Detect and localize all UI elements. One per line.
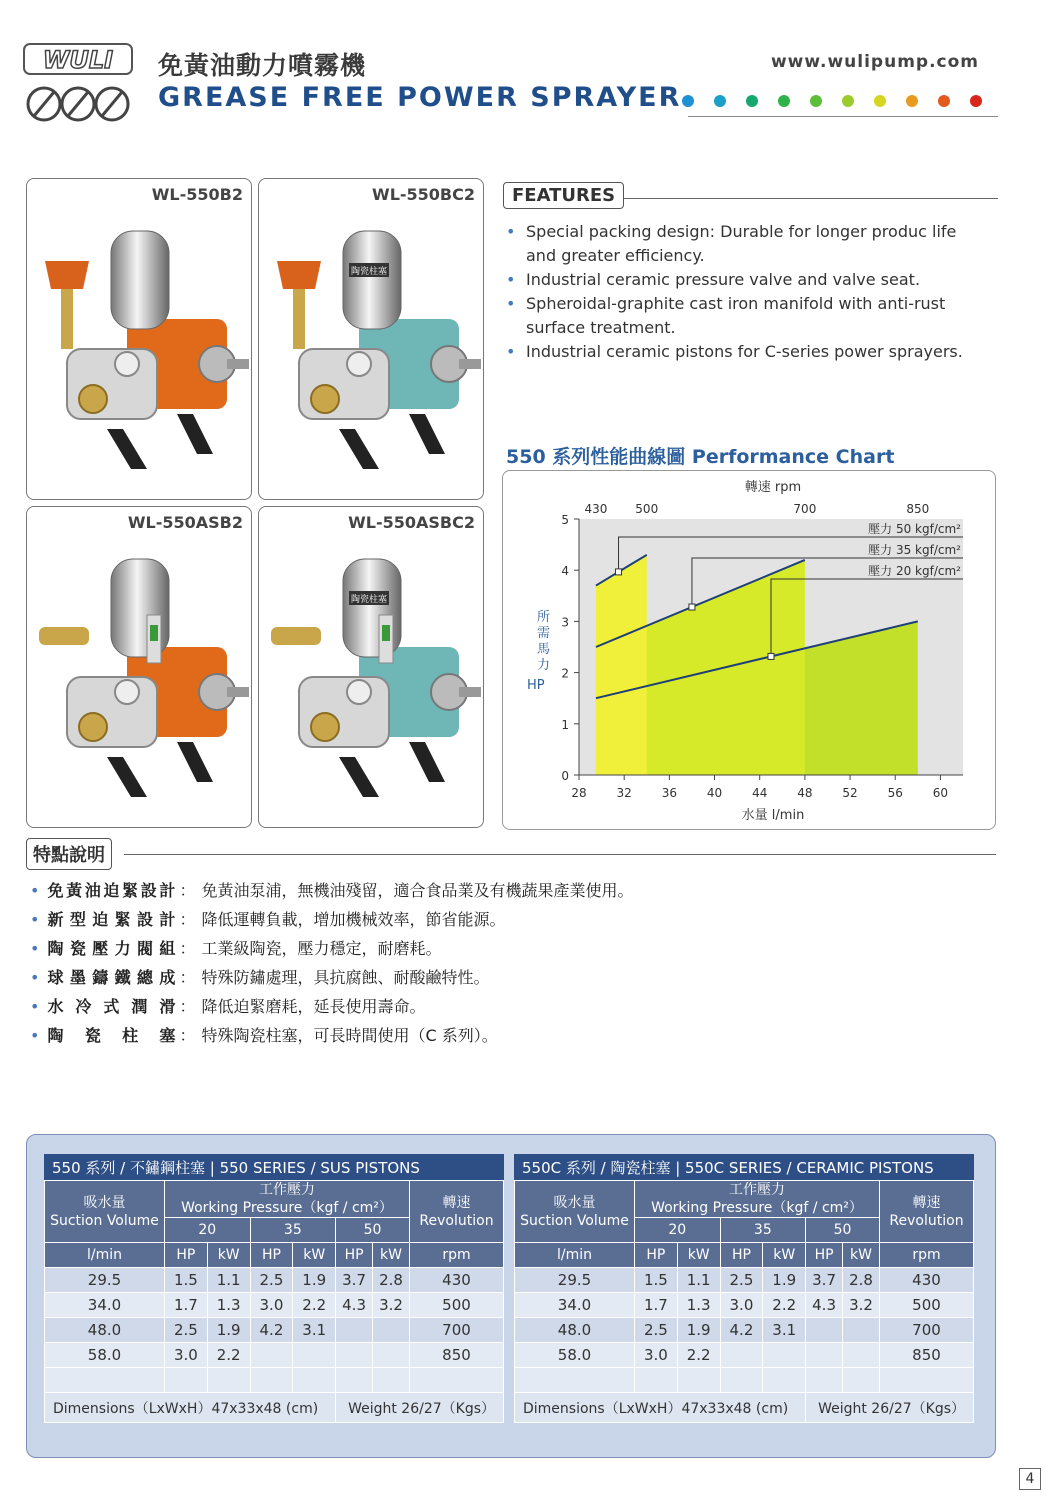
manifold <box>299 677 389 747</box>
pressure-header-en: Working Pressure（kgf / cm²） <box>651 1200 863 1216</box>
cn-features-heading: 特點說明 <box>26 838 112 870</box>
port <box>115 352 139 376</box>
table-cell: 4.3 <box>806 1293 843 1318</box>
unit-header: kW <box>293 1243 336 1268</box>
table-cell <box>843 1368 880 1393</box>
regulator-knob <box>277 261 321 289</box>
stand-leg <box>339 757 379 797</box>
table-cell: 4.2 <box>250 1318 293 1343</box>
pressure-header-en: Working Pressure（kgf / cm²） <box>181 1200 393 1216</box>
table-cell: 4.2 <box>720 1318 763 1343</box>
top-tick-label: 700 <box>793 502 817 516</box>
performance-chart-title: 550 系列性能曲線圖 Performance Chart <box>506 446 895 468</box>
color-dot <box>778 95 790 107</box>
table-cell <box>207 1368 250 1393</box>
table-cell: 2.5 <box>720 1268 763 1293</box>
brass-fitting <box>311 713 339 741</box>
table-cell <box>843 1318 880 1343</box>
table-cell <box>515 1368 635 1393</box>
series-area <box>596 555 647 775</box>
product-model: WL-550ASBC2 <box>348 513 475 532</box>
y-tick-label: 4 <box>561 564 569 579</box>
cn-feature-item: • 新型迫緊設計 ： 降低運轉負載，增加機械效率，節省能源。 <box>30 905 633 934</box>
table-cell: 2.8 <box>843 1268 880 1293</box>
x-tick-label: 44 <box>752 786 768 800</box>
cn-feature-term: 水冷式潤滑 <box>47 997 176 1016</box>
brass-fitting <box>79 385 107 413</box>
table-cell: 500 <box>880 1293 974 1318</box>
stand-leg <box>107 757 147 797</box>
shaft <box>459 359 481 369</box>
cn-feature-desc: 降低運轉負載，增加機械效率，節省能源。 <box>201 910 506 929</box>
top-tick-label: 430 <box>584 502 608 516</box>
table-cell <box>293 1368 336 1393</box>
color-dot <box>938 95 950 107</box>
x-tick-label: 56 <box>887 786 903 800</box>
features-list <box>506 220 976 364</box>
logo-text: WULI <box>42 46 114 74</box>
cn-feature-item: • 水冷式潤滑 ： 降低迫緊磨耗，延長使用壽命。 <box>30 992 633 1021</box>
table-cell <box>45 1368 165 1393</box>
manifold <box>299 349 389 419</box>
color-dot <box>874 95 886 107</box>
cn-feature-desc: 特殊防鏽處理，具抗腐蝕、耐酸鹼特性。 <box>201 968 490 987</box>
stand-leg <box>409 742 445 782</box>
table-cell <box>763 1343 806 1368</box>
table-cell: 3.0 <box>635 1343 678 1368</box>
table-cell <box>293 1343 336 1368</box>
color-dot <box>906 95 918 107</box>
pressure-20: 20 <box>165 1218 251 1243</box>
table-cell <box>720 1368 763 1393</box>
unit-header: kW <box>207 1243 250 1268</box>
unit-header: kW <box>677 1243 720 1268</box>
y-tick-label: 2 <box>561 666 569 681</box>
manifold <box>67 677 157 747</box>
x-tick-label: 48 <box>797 786 813 800</box>
sprayer-image <box>259 179 484 500</box>
table-cell <box>763 1368 806 1393</box>
regulator-stem <box>293 289 305 349</box>
cn-feature-term: 球墨鑄鐵總成 <box>47 968 176 987</box>
table-cell: 1.9 <box>207 1318 250 1343</box>
cn-feature-item: • 陶瓷柱塞 ： 特殊陶瓷柱塞，可長時間使用（C 系列）。 <box>30 1021 633 1050</box>
unit-header: l/min <box>515 1243 635 1268</box>
cn-features-divider <box>124 854 996 855</box>
dimensions-text: Dimensions（LxWxH）47x33x48 (cm) <box>45 1393 336 1423</box>
shaft <box>227 359 249 369</box>
wuli-logo <box>22 42 140 128</box>
x-tick-label: 52 <box>842 786 858 800</box>
table-cell: 3.1 <box>763 1318 806 1343</box>
stand-leg <box>339 429 379 469</box>
x-tick-label: 32 <box>616 786 632 800</box>
cn-feature-item: • 球墨鑄鐵總成 ： 特殊防鏽處理，具抗腐蝕、耐酸鹼特性。 <box>30 963 633 992</box>
table-cell <box>677 1368 720 1393</box>
table-cell: 700 <box>880 1318 974 1343</box>
ceramic-badge-text: 陶瓷柱塞 <box>350 267 388 277</box>
table-cell <box>373 1368 410 1393</box>
product-panel-550asbc2 <box>258 506 484 828</box>
regulator-knob <box>45 261 89 289</box>
color-dot <box>746 95 758 107</box>
color-dot <box>682 95 694 107</box>
port <box>347 680 371 704</box>
table-cell: 850 <box>880 1343 974 1368</box>
table-cell: 1.3 <box>207 1293 250 1318</box>
pressure-20: 20 <box>635 1218 721 1243</box>
unit-header: HP <box>250 1243 293 1268</box>
stand-leg <box>177 742 213 782</box>
website-url[interactable]: www.wulipump.com <box>770 52 979 72</box>
x-axis-label: 水量 l/min <box>741 808 805 823</box>
product-model: WL-550ASB2 <box>127 513 243 532</box>
sprayer-image <box>27 179 252 500</box>
table-cell: 2.8 <box>373 1268 410 1293</box>
table-cell: 4.3 <box>336 1293 373 1318</box>
table-cell: 2.2 <box>763 1293 806 1318</box>
stand-leg <box>107 429 147 469</box>
x-tick-label: 28 <box>571 786 587 800</box>
pressure-header-cn: 工作壓力 <box>259 1182 315 1198</box>
performance-chart <box>502 470 996 830</box>
top-tick-label: 500 <box>635 502 659 516</box>
table-cell <box>880 1368 974 1393</box>
y-tick-label: 5 <box>561 513 569 527</box>
table-cell <box>336 1368 373 1393</box>
y-tick-label: 0 <box>561 769 569 783</box>
cn-feature-term: 陶瓷壓力閥組 <box>47 939 176 958</box>
table-cell <box>336 1318 373 1343</box>
shaft <box>459 687 481 697</box>
dimensions-text: Dimensions（LxWxH）47x33x48 (cm) <box>515 1393 806 1423</box>
page-number: 4 <box>1019 1468 1041 1490</box>
table-cell: 58.0 <box>45 1343 165 1368</box>
air-chamber <box>111 231 169 329</box>
table-cell: 2.5 <box>635 1318 678 1343</box>
title-chinese: 免黃油動力噴霧機 <box>158 51 367 80</box>
unit-header: HP <box>336 1243 373 1268</box>
table-cell <box>806 1343 843 1368</box>
table-cell: 1.7 <box>635 1293 678 1318</box>
cn-feature-desc: 降低迫緊磨耗，延長使用壽命。 <box>201 997 426 1016</box>
stand-leg <box>177 414 213 454</box>
table-row <box>45 1293 504 1318</box>
rev-header-en: Revolution <box>889 1212 964 1229</box>
unit-header: HP <box>720 1243 763 1268</box>
table-cell: 3.7 <box>806 1268 843 1293</box>
y-tick-label: 3 <box>561 615 569 630</box>
table-cell: 1.3 <box>677 1293 720 1318</box>
color-dot <box>714 95 726 107</box>
table-cell: 1.9 <box>293 1268 336 1293</box>
cn-feature-desc: 特殊陶瓷柱塞，可長時間使用（C 系列）。 <box>201 1026 498 1045</box>
cn-features-list <box>30 876 633 1050</box>
outlet-fitting <box>39 627 89 645</box>
table-row <box>45 1343 504 1368</box>
spec-table-title: 550 系列 / 不鏽鋼柱塞 | 550 SERIES / SUS PISTONS <box>44 1154 504 1180</box>
product-model: WL-550B2 <box>151 185 243 204</box>
table-cell: 48.0 <box>45 1318 165 1343</box>
outlet-fitting <box>271 627 321 645</box>
gauge-indicator <box>382 625 390 641</box>
cn-feature-term: 免黃油迫緊設計 <box>47 881 176 900</box>
pressure-50: 50 <box>806 1218 880 1243</box>
x-tick-label: 36 <box>661 786 677 800</box>
weight-text: Weight 26/27（Kgs） <box>806 1393 974 1423</box>
table-cell: 29.5 <box>45 1268 165 1293</box>
spec-table-ceramic <box>514 1154 974 1423</box>
table-cell: 1.9 <box>763 1268 806 1293</box>
feature-item: • Special packing design: Durable for longer produc life and greater efficiency. <box>506 220 976 268</box>
y-tick-label: 1 <box>561 717 569 732</box>
table-cell: 3.1 <box>293 1318 336 1343</box>
x-tick-label: 60 <box>932 786 949 800</box>
series-label: 壓力 35 kgf/cm² <box>868 543 961 557</box>
weight-text: Weight 26/27（Kgs） <box>336 1393 504 1423</box>
features-divider <box>624 198 998 199</box>
ceramic-badge-text: 陶瓷柱塞 <box>350 595 388 605</box>
table-cell: 1.1 <box>677 1268 720 1293</box>
unit-header: rpm <box>410 1243 504 1268</box>
table-row-empty <box>515 1368 974 1393</box>
unit-header: kW <box>763 1243 806 1268</box>
callout-marker <box>616 569 622 575</box>
unit-header: kW <box>843 1243 880 1268</box>
table-cell <box>843 1343 880 1368</box>
table-cell <box>806 1368 843 1393</box>
top-tick-label: 850 <box>906 502 930 516</box>
suction-header-en: Suction Volume <box>520 1212 629 1229</box>
table-cell <box>336 1343 373 1368</box>
unit-header: HP <box>806 1243 843 1268</box>
table-cell: 850 <box>410 1343 504 1368</box>
feature-item: • Industrial ceramic pistons for C-series power sprayers. <box>506 340 976 364</box>
table-row <box>515 1293 974 1318</box>
spec-table-title: 550C 系列 / 陶瓷柱塞 | 550C SERIES / CERAMIC PISTONS <box>514 1154 974 1180</box>
suction-header-cn: 吸水量 <box>553 1194 596 1211</box>
cn-feature-item: • 免黃油迫緊設計 ： 免黃油泵浦，無機油殘留，適合食品業及有機蔬果產業使用。 <box>30 876 633 905</box>
table-cell: 1.5 <box>635 1268 678 1293</box>
regulator-stem <box>61 289 73 349</box>
table-cell <box>373 1318 410 1343</box>
shaft <box>227 687 249 697</box>
title-english: GREASE FREE POWER SPRAYER <box>158 82 682 113</box>
table-cell: 1.7 <box>165 1293 208 1318</box>
chart-svg <box>503 471 997 831</box>
header-divider <box>688 116 998 117</box>
table-cell: 1.9 <box>677 1318 720 1343</box>
table-row <box>45 1318 504 1343</box>
series-label: 壓力 50 kgf/cm² <box>868 522 961 536</box>
color-dot <box>810 95 822 107</box>
table-cell: 3.7 <box>336 1268 373 1293</box>
table-cell: 48.0 <box>515 1318 635 1343</box>
gauge-indicator <box>150 625 158 641</box>
rev-header-en: Revolution <box>419 1212 494 1229</box>
rev-header-cn: 轉速 <box>912 1194 941 1211</box>
table-cell <box>250 1343 293 1368</box>
manifold <box>67 349 157 419</box>
callout-marker <box>689 604 695 610</box>
unit-header: l/min <box>45 1243 165 1268</box>
air-chamber <box>343 231 401 329</box>
top-axis-label: 轉速 rpm <box>744 480 802 495</box>
unit-header: rpm <box>880 1243 974 1268</box>
cn-feature-item: • 陶瓷壓力閥組 ： 工業級陶瓷，壓力穩定，耐磨耗。 <box>30 934 633 963</box>
color-dot <box>970 95 982 107</box>
table-cell: 1.1 <box>207 1268 250 1293</box>
table-cell: 3.0 <box>250 1293 293 1318</box>
table-row <box>515 1343 974 1368</box>
feature-item: • Industrial ceramic pressure valve and valve seat. <box>506 268 976 292</box>
spec-table-sus <box>44 1154 504 1423</box>
table-cell <box>250 1368 293 1393</box>
color-dots <box>682 92 1002 111</box>
product-panel-550asb2 <box>26 506 252 828</box>
table-cell: 2.5 <box>250 1268 293 1293</box>
pressure-35: 35 <box>250 1218 336 1243</box>
suction-header-cn: 吸水量 <box>83 1194 126 1211</box>
table-cell <box>410 1368 504 1393</box>
series-label: 壓力 20 kgf/cm² <box>868 564 961 578</box>
table-cell: 2.2 <box>207 1343 250 1368</box>
table-cell <box>165 1368 208 1393</box>
table-cell: 2.2 <box>677 1343 720 1368</box>
unit-header: HP <box>165 1243 208 1268</box>
table-cell: 29.5 <box>515 1268 635 1293</box>
table-cell: 34.0 <box>45 1293 165 1318</box>
cn-feature-desc: 工業級陶瓷，壓力穩定，耐磨耗。 <box>201 939 442 958</box>
color-dot <box>842 95 854 107</box>
cn-feature-term: 新型迫緊設計 <box>47 910 176 929</box>
sprayer-image <box>259 507 484 828</box>
table-row <box>515 1268 974 1293</box>
table-row-empty <box>45 1368 504 1393</box>
table-cell: 3.2 <box>373 1293 410 1318</box>
port <box>347 352 371 376</box>
callout-marker <box>768 653 774 659</box>
pressure-header-cn: 工作壓力 <box>729 1182 785 1198</box>
table-cell: 58.0 <box>515 1343 635 1368</box>
table-cell: 3.0 <box>165 1343 208 1368</box>
sprayer-image <box>27 507 252 828</box>
table-cell <box>373 1343 410 1368</box>
table-cell: 1.5 <box>165 1268 208 1293</box>
table-cell: 2.2 <box>293 1293 336 1318</box>
table-cell <box>806 1318 843 1343</box>
table-cell: 500 <box>410 1293 504 1318</box>
product-panel-550b2 <box>26 178 252 500</box>
product-panel-550bc2 <box>258 178 484 500</box>
table-cell: 3.0 <box>720 1293 763 1318</box>
brass-fitting <box>79 713 107 741</box>
pressure-35: 35 <box>720 1218 806 1243</box>
table-row <box>45 1268 504 1293</box>
table-cell: 430 <box>410 1268 504 1293</box>
table-cell: 430 <box>880 1268 974 1293</box>
stand-leg <box>409 414 445 454</box>
table-cell: 3.2 <box>843 1293 880 1318</box>
table-cell: 700 <box>410 1318 504 1343</box>
table-cell <box>635 1368 678 1393</box>
brass-fitting <box>311 385 339 413</box>
table-cell <box>720 1343 763 1368</box>
pressure-50: 50 <box>336 1218 410 1243</box>
feature-item: • Spheroidal-graphite cast iron manifold with anti-rust surface treatment. <box>506 292 976 340</box>
rev-header-cn: 轉速 <box>442 1194 471 1211</box>
unit-header: HP <box>635 1243 678 1268</box>
table-row <box>515 1318 974 1343</box>
suction-header-en: Suction Volume <box>50 1212 159 1229</box>
y-axis-label: 所需馬力 HP <box>527 610 551 693</box>
cn-feature-term: 陶瓷柱塞 <box>47 1026 176 1045</box>
table-cell: 2.5 <box>165 1318 208 1343</box>
x-tick-label: 40 <box>706 786 723 800</box>
features-heading: FEATURES <box>503 182 624 209</box>
port <box>115 680 139 704</box>
product-model: WL-550BC2 <box>372 185 475 204</box>
table-cell: 34.0 <box>515 1293 635 1318</box>
unit-header: kW <box>373 1243 410 1268</box>
cn-feature-desc: 免黃油泵浦，無機油殘留，適合食品業及有機蔬果產業使用。 <box>201 881 634 900</box>
